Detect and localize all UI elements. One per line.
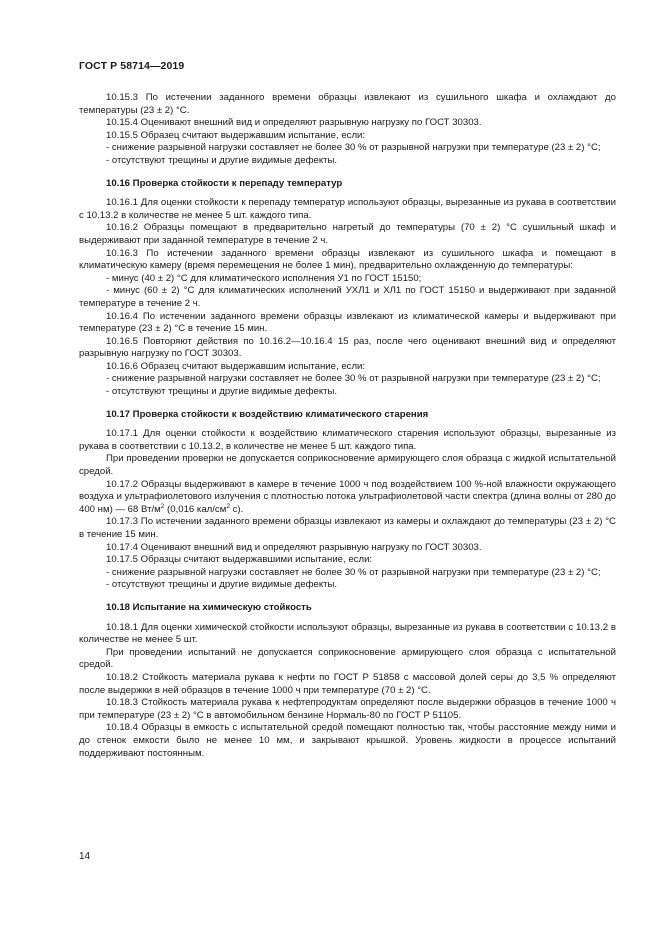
- paragraph: 10.18.4 Образцы в емкость с испытательной средой помещают полностью так, чтобы расстояние между ними и до стенок емкости было не менее 10 мм, и закрывают крышкой. Уровень жидкости в процессе испытаний поддерживают постоянным.: [79, 722, 616, 759]
- list-item: - снижение разрывной нагрузки составляет не более 30 % от разрывной нагрузки при температуре (23 ± 2) °С;: [106, 566, 601, 578]
- document-body: [79, 92, 616, 760]
- section-heading-10-17: 10.17 Проверка стойкости к воздействию климатического старения: [106, 408, 429, 420]
- paragraph: 10.17.5 Образцы считают выдержавшими испытание, если:: [106, 554, 373, 566]
- page-number: 14: [79, 851, 91, 862]
- section-heading-10-18: 10.18 Испытание на химическую стойкость: [106, 601, 312, 613]
- list-item: - минус (60 ± 2) °С для климатических исполнений УХЛ1 и ХЛ1 по ГОСТ 15150 и выдерживают при заданной температуре в течение 2 ч.: [79, 285, 616, 309]
- paragraph: 10.17.4 Оценивают внешний вид и определяют разрывную нагрузку по ГОСТ 30303.: [106, 541, 482, 553]
- paragraph: 10.15.3 По истечении заданного времени образцы извлекают из сушильного шкафа и охлаждают до температуры (23 ± 2) °С.: [79, 92, 616, 116]
- paragraph: 10.18.3 Стойкость материала рукава к нефтепродуктам определяют после выдержки образцов в течение 1000 ч при температуре (23 ± 2) °С в автомобильном бензине Нормаль-80 по ГОСТ Р 51105.: [79, 697, 616, 721]
- list-item: - снижение разрывной нагрузки составляет не более 30 % от разрывной нагрузки при температуре (23 ± 2) °С;: [106, 142, 601, 154]
- paragraph: 10.16.4 По истечении заданного времени образцы извлекают из климатической камеры и выдерживают при температуре (23 ± 2) °С в течение 15 мин.: [79, 310, 616, 335]
- list-item: - отсутствуют трещины и другие видимые дефекты.: [106, 154, 338, 166]
- paragraph: 10.16.1 Для оценки стойкости к перепаду температур используют образцы, вырезанные из рукава в соответствии с 10.13.2 в количестве не менее 5 шт. каждого типа.: [79, 197, 616, 221]
- paragraph: 10.18.1 Для оценки химической стойкости используют образцы, вырезанные из рукава в соответствии с 10.13.2 в количестве не менее 5 шт.: [79, 621, 616, 646]
- paragraph-with-units: 10.17.2 Образцы выдерживают в камере в течение 1000 ч под воздействием 100 %-ной влажности окружающего воздуха и ультрафиолетового излучения с плотностью потока ультрафиолетовой части спектра (длина волны от 280 до 400 нм) — 68 $Вт/м^2$ (0,016 кал/$см^2$ с).: [79, 478, 616, 515]
- paragraph: 10.17.1 Для оценки стойкости к воздействию климатического старения используют образцы, вырезанные из рукава в соответствии с 10.13.2, в количестве не менее 5 шт. каждого типа.: [79, 428, 616, 452]
- paragraph: 10.16.3 По истечении заданного времени образцы извлекают из сушильного шкафа и помещают в климатическую камеру (время перемещения не более 1 мин), предварительно охлажденную до температуры:: [79, 247, 616, 272]
- paragraph: При проведении испытаний не допускается соприкосновение армирующего слоя образца с испытательной средой.: [79, 646, 616, 671]
- paragraph: 10.17.3 По истечении заданного времени образцы извлекают из камеры и охлаждают до температуры (23 ± 2) °С в течение 15 мин.: [79, 516, 616, 540]
- section-heading-10-16: 10.16 Проверка стойкости к перепаду температур: [106, 177, 343, 189]
- paragraph: При проведении проверки не допускается соприкосновение армирующего слоя образца с жидкой испытательной средой.: [79, 453, 616, 478]
- list-item: - минус (40 ± 2) °С для климатического исполнения У1 по ГОСТ 15150;: [106, 272, 422, 284]
- list-item: - снижение разрывной нагрузки составляет не более 30 % от разрывной нагрузки при температуре (23 ± 2) °С;: [106, 373, 601, 385]
- paragraph: 10.15.4 Оценивают внешний вид и определяют разрывную нагрузку по ГОСТ 30303.: [106, 117, 482, 129]
- paragraph: 10.18.2 Стойкость материала рукава к нефти по ГОСТ Р 51858 с массовой долей серы до 3,5 % определяют после выдержки в ней образцов в течение 1000 ч при температуре (70 ± 2) °С.: [79, 671, 616, 696]
- list-item: - отсутствуют трещины и другие видимые дефекты.: [106, 579, 338, 591]
- paragraph: 10.16.5 Повторяют действия по 10.16.2—10.16.4 15 раз, после чего оценивают внешний вид и определяют разрывную нагрузку по ГОСТ 30303.: [79, 335, 616, 360]
- paragraph: 10.16.6 Образец считают выдержавшим испытание, если:: [106, 360, 366, 372]
- document-header: ГОСТ Р 58714—2019: [79, 60, 185, 72]
- paragraph: 10.15.5 Образец считают выдержавшим испытание, если:: [106, 129, 366, 141]
- paragraph: 10.16.2 Образцы помещают в предварительно нагретый до температуры (70 ± 2) °С сушильный шкаф и выдерживают при заданной температуре в течение 2 ч.: [79, 222, 616, 246]
- list-item: - отсутствуют трещины и другие видимые дефекты.: [106, 386, 338, 398]
